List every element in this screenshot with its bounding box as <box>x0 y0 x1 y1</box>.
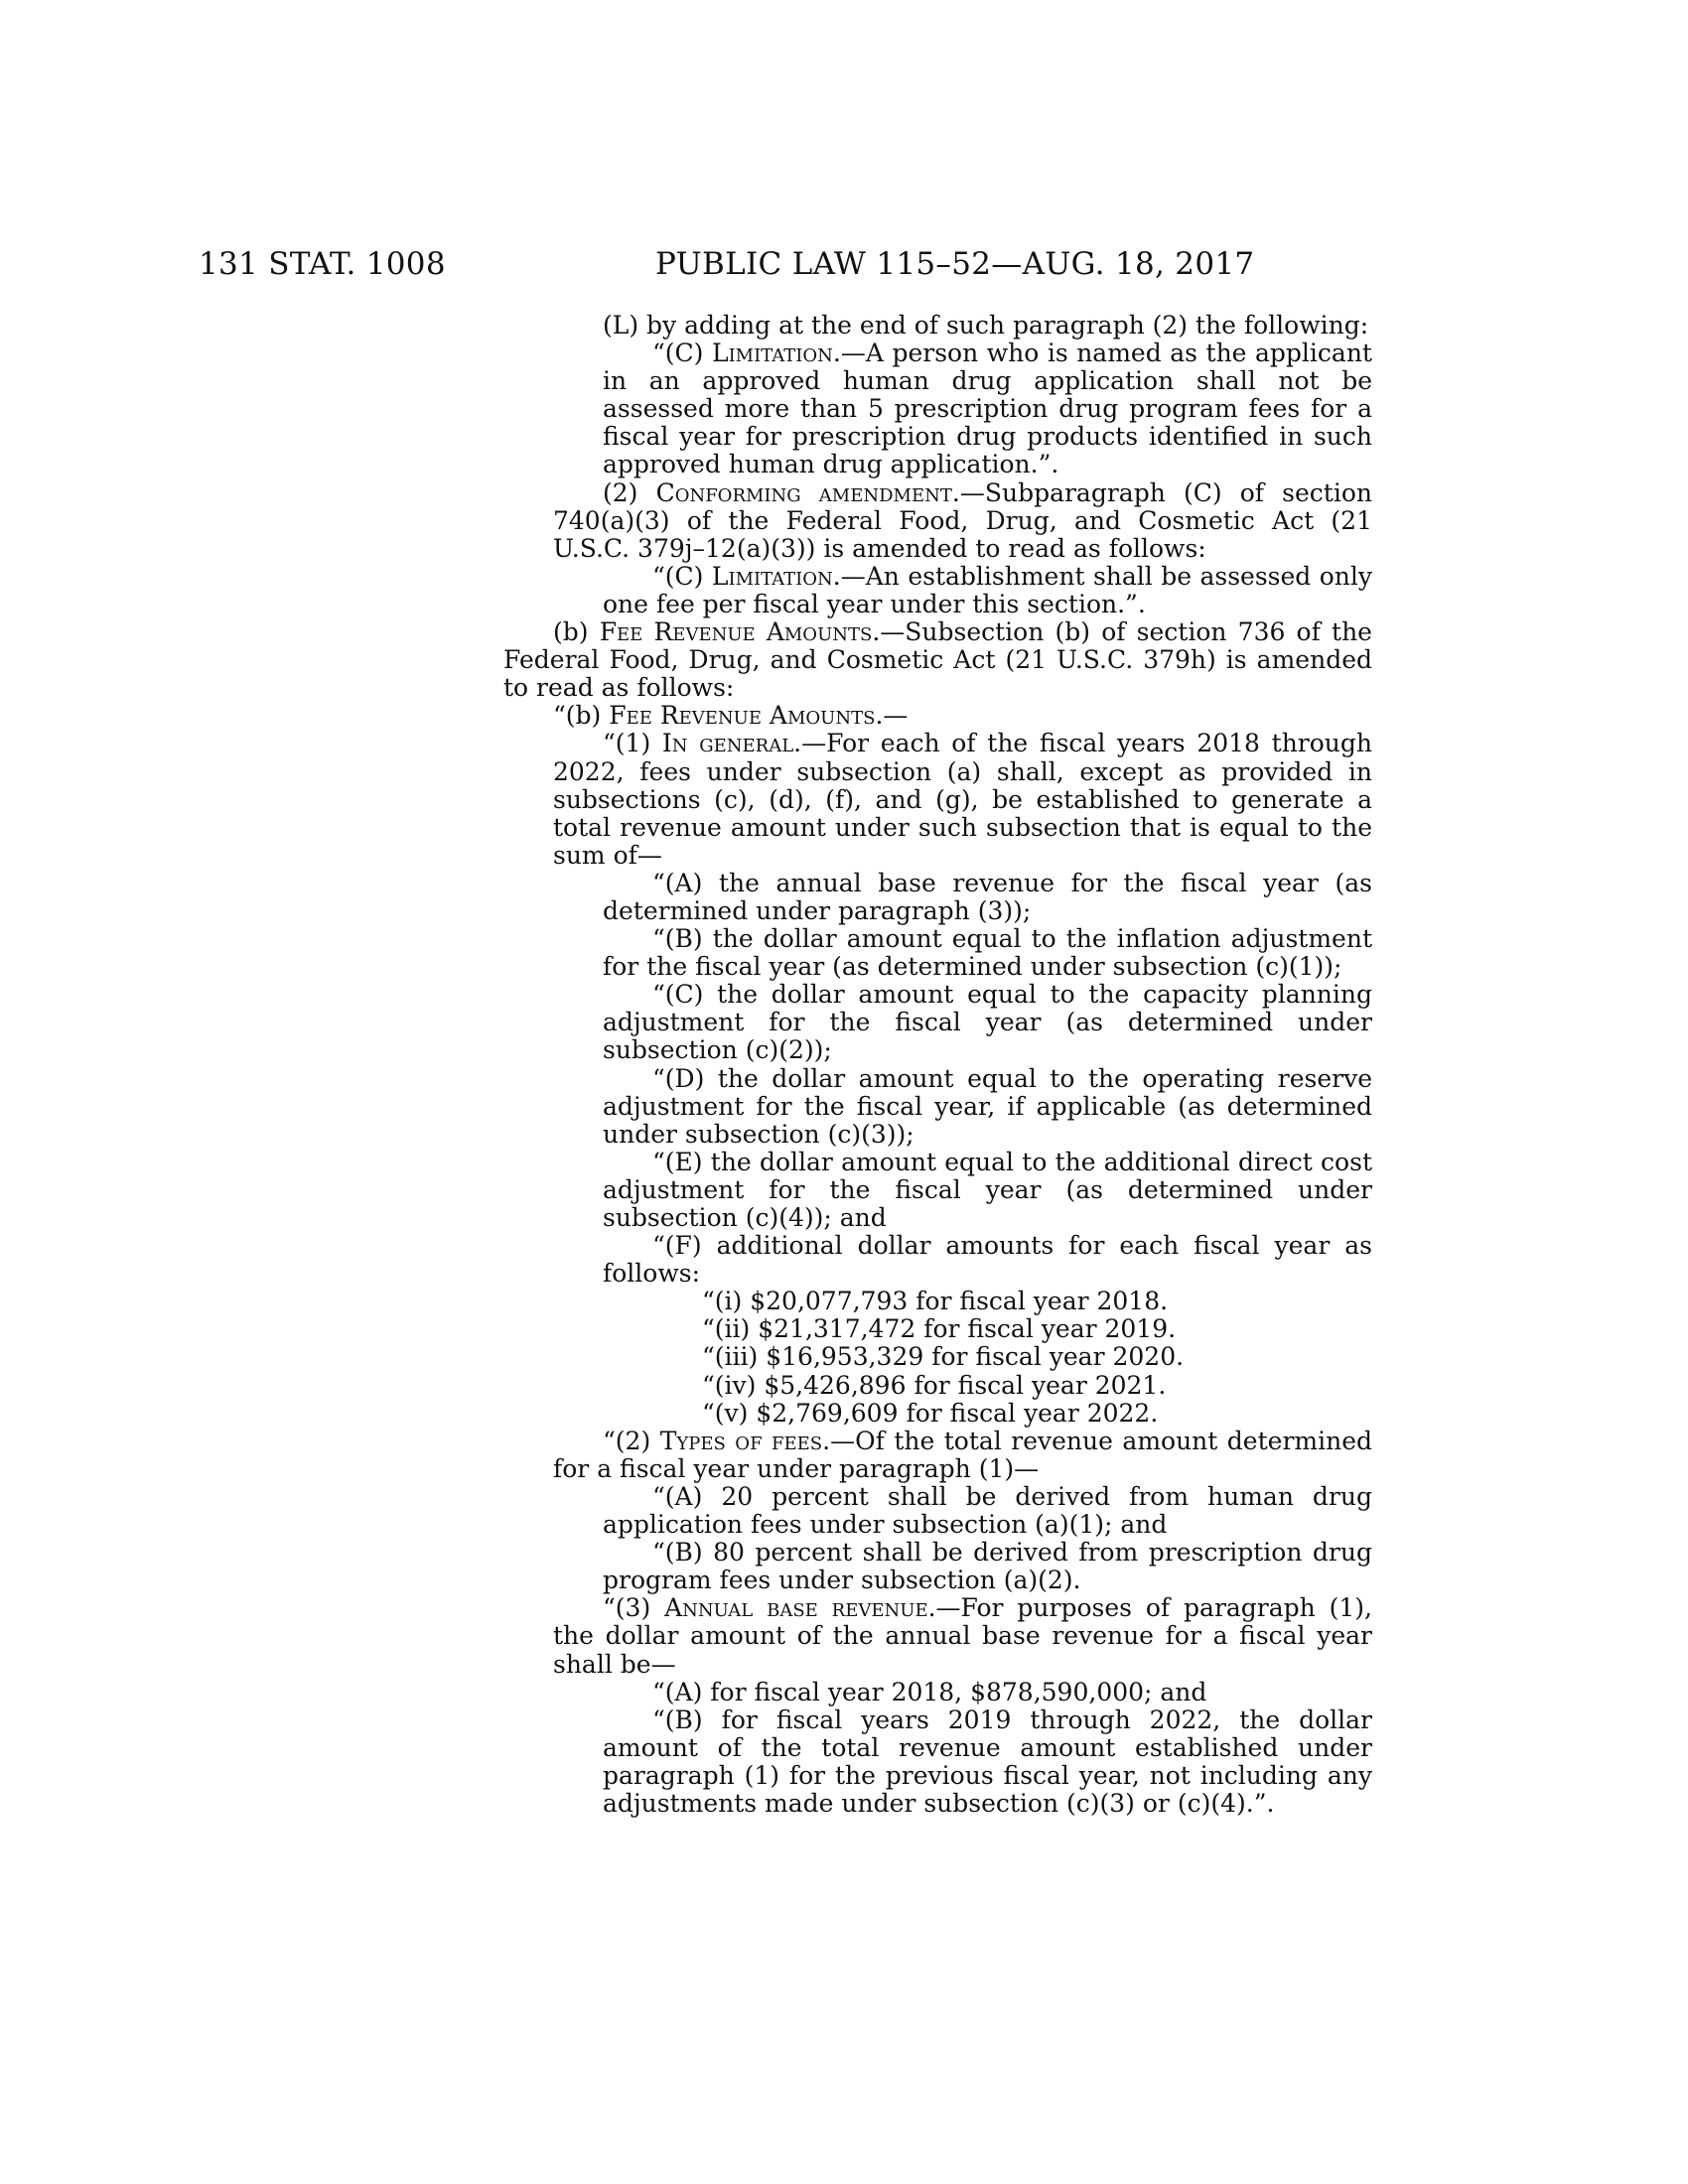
paragraph-2-lead: (2) <box>603 478 656 507</box>
paragraph-1-heading: In general <box>661 729 794 758</box>
subsection-b <box>503 618 1372 702</box>
paragraph-C-limitation <box>603 340 1372 478</box>
paragraph-3-annual-base-revenue <box>553 1594 1372 1678</box>
subparagraph-C <box>603 981 1372 1064</box>
clause-iv <box>702 1372 1372 1400</box>
paragraph-L-text: (L) by adding at the end of such paragraph (2) the following: <box>603 311 1369 340</box>
paragraph-1-text: .—For each of the fiscal years 2018 through 2022, fees under subsection (a) shall, except as provided in subsections (c), (d), (f), and (g), be established to generate a total revenue amount under such subsection that is equal to the sum of— <box>553 729 1373 870</box>
paragraph-C-lead: “(C) <box>652 339 712 368</box>
subparagraph-3A-text: “(A) for fiscal year 2018, $878,590,000; and <box>652 1677 1207 1706</box>
paragraph-2t-lead: “(2) <box>603 1426 660 1455</box>
clause-iv-text: “(iv) $5,426,896 for fiscal year 2021. <box>702 1370 1167 1400</box>
document-body <box>0 312 1688 1818</box>
paragraph-2t-text: .—Of the total revenue amount determined for a fiscal year under paragraph (1)— <box>553 1426 1372 1483</box>
quoted-subsection-b <box>553 702 1372 730</box>
clause-v <box>702 1400 1372 1428</box>
paragraph-C-heading: Limitation <box>711 339 833 368</box>
clause-i <box>702 1288 1372 1315</box>
subparagraph-2B <box>603 1539 1372 1594</box>
subsection-b-lead: (b) <box>553 617 600 647</box>
paragraph-1-general <box>553 730 1372 869</box>
clause-v-text: “(v) $2,769,609 for fiscal year 2022. <box>702 1398 1159 1428</box>
subparagraph-2B-text: “(B) 80 percent shall be derived from prescription drug program fees under subsection (a)(2). <box>603 1538 1372 1595</box>
paragraph-C-text: .—A person who is named as the applicant in an approved human drug application shall not be assessed more than 5 prescription drug program fees for a fiscal year for prescription drug products identified in such approved human drug application.”. <box>603 339 1372 479</box>
subparagraph-E-text: “(E) the dollar amount equal to the additional direct cost adjustment for the fiscal year (as determined under subsection (c)(4)); and <box>603 1147 1372 1232</box>
clause-iii-text: “(iii) $16,953,329 for fiscal year 2020. <box>702 1342 1185 1372</box>
paragraph-L <box>553 312 1372 340</box>
subparagraph-F <box>603 1232 1372 1288</box>
page-title: PUBLIC LAW 115–52—AUG. 18, 2017 <box>655 246 1255 282</box>
subparagraph-C-text: “(C) the dollar amount equal to the capacity planning adjustment for the fiscal year (as determined under subsection (c)(2)); <box>603 980 1372 1065</box>
quoted-b-dash: .— <box>875 701 909 731</box>
clause-ii-text: “(ii) $21,317,472 for fiscal year 2019. <box>702 1314 1177 1344</box>
paragraph-C2-lead: “(C) <box>652 561 712 591</box>
subparagraph-A <box>603 870 1372 925</box>
subparagraph-3B <box>603 1706 1372 1818</box>
paragraph-3-lead: “(3) <box>603 1593 665 1623</box>
paragraph-2-types-of-fees <box>553 1428 1372 1483</box>
subparagraph-B <box>603 925 1372 981</box>
paragraph-3-text: .—For purposes of paragraph (1), the dollar amount of the annual base revenue for a fiscal year shall be— <box>553 1593 1373 1679</box>
subparagraph-3A <box>603 1679 1372 1706</box>
paragraph-C2-heading: Limitation <box>711 561 833 591</box>
paragraph-2t-heading: Types of fees <box>659 1426 823 1455</box>
subparagraph-3B-text: “(B) for fiscal years 2019 through 2022, the dollar amount of the total revenue amount established under paragraph (1) for the previous fiscal year, not including any adjustments made under subsection (c)(3) or (c)(4).”. <box>603 1705 1372 1818</box>
subsection-b-text: .—Subsection (b) of section 736 of the Federal Food, Drug, and Cosmetic Act (21 U.S.C. 379h) is amended to read as follows: <box>503 617 1372 703</box>
paragraph-C2-text: .—An establishment shall be assessed only one fee per fiscal year under this section.”. <box>603 561 1372 618</box>
subparagraph-E <box>603 1149 1372 1232</box>
subparagraph-D <box>603 1065 1372 1149</box>
paragraph-2-conforming <box>553 479 1372 563</box>
subparagraph-F-text: “(F) additional dollar amounts for each fiscal year as follows: <box>603 1231 1372 1289</box>
subsection-b-heading: Fee Revenue Amounts <box>599 617 873 647</box>
statute-citation: 131 STAT. 1008 <box>199 246 446 282</box>
quoted-b-lead: “(b) <box>553 701 610 731</box>
subparagraph-B-text: “(B) the dollar amount equal to the inflation adjustment for the fiscal year (as determined under subsection (c)(1)); <box>603 924 1372 982</box>
clause-iii <box>702 1343 1372 1371</box>
subparagraph-2A-text: “(A) 20 percent shall be derived from human drug application fees under subsection (a)(1); and <box>603 1481 1372 1540</box>
paragraph-3-heading: Annual base revenue <box>664 1593 928 1623</box>
subparagraph-2A <box>603 1483 1372 1539</box>
clause-i-text: “(i) $20,077,793 for fiscal year 2018. <box>702 1287 1169 1316</box>
paragraph-2-text: .—Subparagraph (C) of section 740(a)(3) of the Federal Food, Drug, and Cosmetic Act (21 U.S.C. 379j–12(a)(3)) is amended to read as follows: <box>553 478 1372 563</box>
paragraph-1-lead: “(1) <box>603 729 662 758</box>
subparagraph-A-text: “(A) the annual base revenue for the fiscal year (as determined under paragraph (3)); <box>603 868 1372 925</box>
subparagraph-D-text: “(D) the dollar amount equal to the operating reserve adjustment for the fiscal year, if applicable (as determined under subsection (c)(3)); <box>603 1063 1372 1149</box>
quoted-b-heading: Fee Revenue Amounts <box>609 701 876 731</box>
paragraph-2-heading: Conforming amendment <box>655 478 952 507</box>
paragraph-C-establishment <box>603 563 1372 618</box>
clause-ii <box>702 1315 1372 1343</box>
